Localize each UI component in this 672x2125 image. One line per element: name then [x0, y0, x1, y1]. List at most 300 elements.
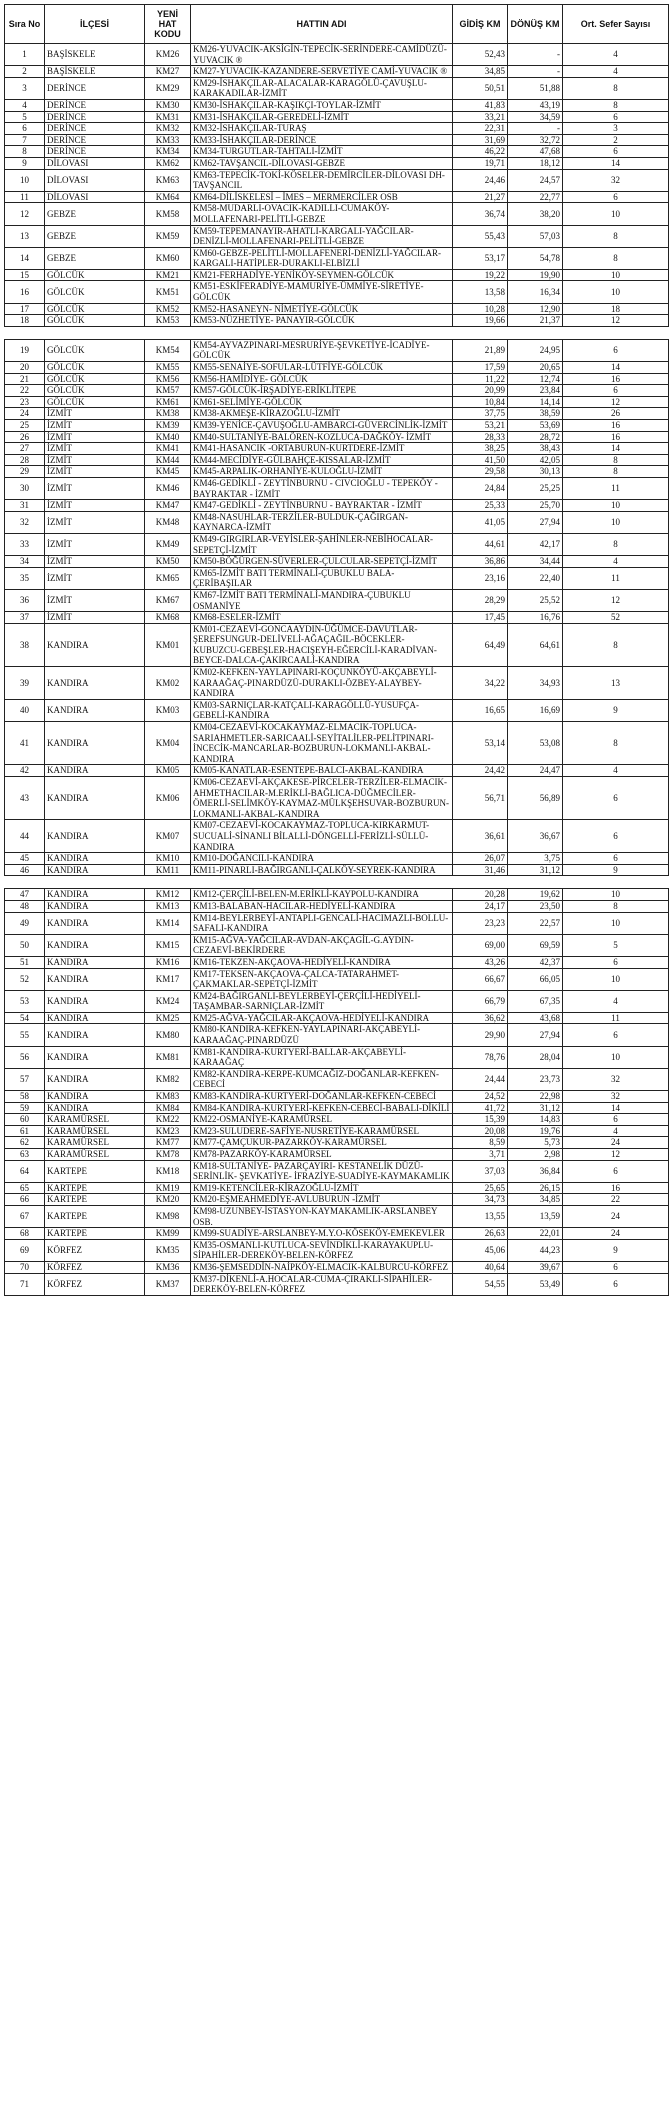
- cell-sefer: 8: [563, 623, 669, 666]
- cell-kod: KM61: [145, 396, 191, 408]
- cell-donus: 14,83: [508, 1114, 563, 1126]
- cell-sefer: 16: [563, 373, 669, 385]
- cell-gidis: 28,33: [453, 431, 508, 443]
- cell-sira: 21: [5, 373, 45, 385]
- cell-sefer: 8: [563, 225, 669, 247]
- cell-donus: 25,52: [508, 589, 563, 611]
- cell-sefer: 11: [563, 567, 669, 589]
- cell-donus: 25,70: [508, 500, 563, 512]
- cell-donus: 24,95: [508, 339, 563, 361]
- cell-ilce: DERİNCE: [45, 77, 145, 99]
- cell-sefer: 22: [563, 1194, 669, 1206]
- cell-ilce: KARAMÜRSEL: [45, 1137, 145, 1149]
- cell-sira: 55: [5, 1024, 45, 1046]
- cell-gidis: 53,14: [453, 722, 508, 765]
- table-row: [5, 225, 669, 247]
- cell-kod: KM56: [145, 373, 191, 385]
- table-row: [5, 1205, 669, 1227]
- table-row: [5, 315, 669, 327]
- cell-adi: KM01-CEZAEVİ-GONCAAYDIN-ÜĞÜMCE-DAVUTLAR-ŞEREFSUNGUR-DELİVELİ-AĞAÇAĞIL-BÖCEKLER-KUBUZCU-GEBEŞLER-HACIŞEYH-EĞERCİLİ-KARADİVAN-BEYCE-DALCA-ÇAKIRCAALİ-KANDIRA: [191, 623, 453, 666]
- cell-gidis: 25,33: [453, 500, 508, 512]
- cell-ilce: KARTEPE: [45, 1194, 145, 1206]
- cell-ilce: KANDIRA: [45, 667, 145, 700]
- cell-ilce: İZMİT: [45, 612, 145, 624]
- cell-adi: KM15-AĞVA-YAĞCILAR-AVDAN-AKÇAGİL-G.AYDIN-CEZAEVİ-BEKİRDERE: [191, 934, 453, 956]
- cell-sefer: 10: [563, 269, 669, 281]
- cell-adi: KM59-TEPEMANAYIR-AHATLI-KARGALI-YAĞCILAR-DENİZLİ-MOLLAFENARI-PELİTLİ-GEBZE: [191, 225, 453, 247]
- cell-kod: KM47: [145, 500, 191, 512]
- cell-donus: 19,76: [508, 1125, 563, 1137]
- cell-ilce: İZMİT: [45, 454, 145, 466]
- table-row: [5, 443, 669, 455]
- table-row: [5, 1137, 669, 1149]
- cell-gidis: 41,05: [453, 511, 508, 533]
- cell-sira: 63: [5, 1149, 45, 1161]
- cell-ilce: GÖLCÜK: [45, 339, 145, 361]
- table-row: [5, 1273, 669, 1295]
- cell-sira: 49: [5, 912, 45, 934]
- cell-adi: KM34-TURGUTLAR-TAHTALI-İZMİT: [191, 146, 453, 158]
- cell-gidis: 19,66: [453, 315, 508, 327]
- cell-sefer: 6: [563, 777, 669, 820]
- cell-sefer: 6: [563, 1114, 669, 1126]
- table-row: [5, 99, 669, 111]
- cell-kod: KM07: [145, 820, 191, 853]
- cell-gidis: 66,67: [453, 968, 508, 990]
- cell-gidis: 33,21: [453, 111, 508, 123]
- cell-sefer: 12: [563, 396, 669, 408]
- table-row: [5, 77, 669, 99]
- cell-donus: 38,20: [508, 203, 563, 225]
- cell-donus: 53,69: [508, 420, 563, 432]
- cell-sefer: 14: [563, 157, 669, 169]
- cell-kod: KM21: [145, 269, 191, 281]
- table-row: [5, 990, 669, 1012]
- table-row: [5, 431, 669, 443]
- cell-donus: 5,73: [508, 1137, 563, 1149]
- table-row: [5, 912, 669, 934]
- cell-kod: KM49: [145, 533, 191, 555]
- cell-ilce: GÖLCÜK: [45, 396, 145, 408]
- cell-gidis: 34,73: [453, 1194, 508, 1206]
- cell-sira: 47: [5, 889, 45, 901]
- cell-sira: 9: [5, 157, 45, 169]
- cell-ilce: GÖLCÜK: [45, 362, 145, 374]
- cell-donus: 64,61: [508, 623, 563, 666]
- cell-kod: KM67: [145, 589, 191, 611]
- cell-gidis: 19,22: [453, 269, 508, 281]
- cell-sira: 50: [5, 934, 45, 956]
- cell-donus: 38,59: [508, 408, 563, 420]
- cell-donus: 14,14: [508, 396, 563, 408]
- cell-adi: KM47-GEDİKLİ - ZEYTİNBURNU - BAYRAKTAR - İZMİT: [191, 500, 453, 512]
- table-row: [5, 556, 669, 568]
- cell-ilce: KANDIRA: [45, 1102, 145, 1114]
- header-gidis: GİDİŞ KM: [453, 5, 508, 44]
- cell-gidis: 24,46: [453, 169, 508, 191]
- cell-adi: KM80-KANDIRA-KEFKEN-YAYLAPINARI-AKÇABEYLİ-KARAAĞAÇ-PINARDÜZÜ: [191, 1024, 453, 1046]
- cell-kod: KM13: [145, 900, 191, 912]
- cell-kod: KM32: [145, 123, 191, 135]
- cell-gidis: 36,62: [453, 1012, 508, 1024]
- cell-ilce: KANDIRA: [45, 1012, 145, 1024]
- table-row: [5, 1102, 669, 1114]
- cell-gidis: 17,45: [453, 612, 508, 624]
- cell-adi: KM30-İSHAKÇILAR-KAŞIKÇI-TOYLAR-İZMİT: [191, 99, 453, 111]
- cell-sefer: 8: [563, 466, 669, 478]
- cell-donus: 56,89: [508, 777, 563, 820]
- cell-donus: 51,88: [508, 77, 563, 99]
- cell-kod: KM35: [145, 1239, 191, 1261]
- cell-gidis: 69,00: [453, 934, 508, 956]
- cell-sira: 46: [5, 864, 45, 876]
- cell-gidis: 54,55: [453, 1273, 508, 1295]
- cell-donus: 25,25: [508, 477, 563, 499]
- cell-ilce: İZMİT: [45, 589, 145, 611]
- cell-kod: KM81: [145, 1046, 191, 1068]
- cell-adi: KM31-İSHAKÇILAR-GEREDELİ-İZMİT: [191, 111, 453, 123]
- cell-kod: KM10: [145, 853, 191, 865]
- cell-donus: 27,94: [508, 1024, 563, 1046]
- cell-ilce: KANDIRA: [45, 765, 145, 777]
- cell-ilce: İZMİT: [45, 500, 145, 512]
- cell-donus: 2,98: [508, 1149, 563, 1161]
- cell-ilce: KARTEPE: [45, 1182, 145, 1194]
- cell-adi: KM55-SENAİYE-SOFULAR-LÜTFİYE-GÖLCÜK: [191, 362, 453, 374]
- cell-adi: KM36-ŞEMSEDDİN-NAİPKÖY-ELMACIK-KALBURCU-KÖRFEZ: [191, 1261, 453, 1273]
- cell-donus: 22,01: [508, 1228, 563, 1240]
- cell-gidis: 25,65: [453, 1182, 508, 1194]
- cell-kod: KM40: [145, 431, 191, 443]
- cell-kod: KM04: [145, 722, 191, 765]
- cell-ilce: GÖLCÜK: [45, 315, 145, 327]
- cell-sefer: 6: [563, 956, 669, 968]
- cell-sefer: 6: [563, 111, 669, 123]
- cell-gidis: 19,71: [453, 157, 508, 169]
- cell-gidis: 24,52: [453, 1091, 508, 1103]
- cell-gidis: 24,84: [453, 477, 508, 499]
- cell-sira: 64: [5, 1160, 45, 1182]
- cell-kod: KM99: [145, 1228, 191, 1240]
- cell-gidis: 24,44: [453, 1068, 508, 1090]
- cell-adi: KM83-KANDIRA-KURTYERİ-DOĞANLAR-KEFKEN-CEBECİ: [191, 1091, 453, 1103]
- cell-ilce: KANDIRA: [45, 968, 145, 990]
- cell-gidis: 34,22: [453, 667, 508, 700]
- cell-adi: KM35-OSMANLI-KUTLUCA-SEVİNDİKLİ-KARAYAKUPLU-SİPAHİLER-DEREKÖY-BELEN-KÖRFEZ: [191, 1239, 453, 1261]
- cell-ilce: İZMİT: [45, 466, 145, 478]
- cell-ilce: GÖLCÜK: [45, 385, 145, 397]
- cell-kod: KM51: [145, 281, 191, 303]
- cell-ilce: GEBZE: [45, 203, 145, 225]
- cell-gidis: 17,59: [453, 362, 508, 374]
- cell-sira: 20: [5, 362, 45, 374]
- cell-adi: KM26-YUVACIK-AKSİGİN-TEPECİK-SERİNDERE-CAMİDÜZÜ-YUVACIK ®: [191, 44, 453, 66]
- cell-adi: KM11-PINARLI-BAĞIRGANLI-ÇALKÖY-SEYREK-KANDIRA: [191, 864, 453, 876]
- cell-sira: 38: [5, 623, 45, 666]
- cell-adi: KM32-İSHAKÇILAR-TURAŞ: [191, 123, 453, 135]
- cell-adi: KM57-GÖLCÜK-İRŞADİYE-ERİKLİTEPE: [191, 385, 453, 397]
- cell-adi: KM67-İZMİT BATI TERMİNALİ-MANDIRA-ÇUBUKLU OSMANİYE: [191, 589, 453, 611]
- cell-sefer: 8: [563, 99, 669, 111]
- cell-kod: KM20: [145, 1194, 191, 1206]
- cell-kod: KM03: [145, 699, 191, 721]
- cell-kod: KM65: [145, 567, 191, 589]
- cell-adi: KM07-CEZAEVİ-KOCAKAYMAZ-TOPLUCA-KIRKARMUT-SUCUALİ-SİNANLI BİLALLİ-DÖNGELLİ-FERİZLİ-SÜLLÜ-KANDIRA: [191, 820, 453, 853]
- cell-adi: KM02-KEFKEN-YAYLAPINARI-KOÇUNKÖYÜ-AKÇABEYLİ-KARAAĞAÇ-PINARDÜZÜ-DURAKLI-ÖZBEY-ALAYBEY-KANDIRA: [191, 667, 453, 700]
- cell-donus: 16,76: [508, 612, 563, 624]
- table-row: [5, 1091, 669, 1103]
- cell-gidis: 36,86: [453, 556, 508, 568]
- cell-kod: KM30: [145, 99, 191, 111]
- table-row: [5, 900, 669, 912]
- cell-sira: 67: [5, 1205, 45, 1227]
- cell-ilce: KANDIRA: [45, 912, 145, 934]
- cell-sefer: 24: [563, 1137, 669, 1149]
- table-row: [5, 777, 669, 820]
- cell-adi: KM98-UZUNBEY-İSTASYON-KAYMAKAMLIK-ARSLANBEY OSB.: [191, 1205, 453, 1227]
- cell-adi: KM05-KANATLAR-ESENTEPE-BALCI-AKBAL-KANDIRA: [191, 765, 453, 777]
- cell-sira: 60: [5, 1114, 45, 1126]
- cell-adi: KM10-DOĞANCILI-KANDIRA: [191, 853, 453, 865]
- cell-adi: KM13-BALABAN-HACILAR-HEDİYELİ-KANDIRA: [191, 900, 453, 912]
- cell-sira: 8: [5, 146, 45, 158]
- cell-ilce: DERİNCE: [45, 146, 145, 158]
- cell-sefer: 11: [563, 477, 669, 499]
- cell-kod: KM58: [145, 203, 191, 225]
- cell-donus: 22,57: [508, 912, 563, 934]
- cell-ilce: DERİNCE: [45, 99, 145, 111]
- cell-donus: 34,59: [508, 111, 563, 123]
- cell-ilce: İZMİT: [45, 556, 145, 568]
- cell-gidis: 15,39: [453, 1114, 508, 1126]
- cell-gidis: 64,49: [453, 623, 508, 666]
- cell-gidis: 31,69: [453, 134, 508, 146]
- cell-kod: KM45: [145, 466, 191, 478]
- cell-adi: KM58-MUDARLI-OVACIK-KADILLI-CUMAKÖY-MOLLAFENARI-PELİTLİ-GEBZE: [191, 203, 453, 225]
- table-row: [5, 203, 669, 225]
- cell-sefer: 8: [563, 454, 669, 466]
- cell-donus: 24,57: [508, 169, 563, 191]
- cell-sira: 22: [5, 385, 45, 397]
- cell-ilce: KANDIRA: [45, 889, 145, 901]
- cell-donus: 18,12: [508, 157, 563, 169]
- table-row: [5, 968, 669, 990]
- cell-adi: KM62-TAVŞANCIL-DİLOVASI-GEBZE: [191, 157, 453, 169]
- table-row: [5, 385, 669, 397]
- cell-adi: KM82-KANDIRA-KERPE-KUMCAĞIZ-DOĞANLAR-KEFKEN-CEBECİ: [191, 1068, 453, 1090]
- cell-donus: 38,43: [508, 443, 563, 455]
- cell-ilce: İZMİT: [45, 511, 145, 533]
- cell-kod: KM38: [145, 408, 191, 420]
- cell-donus: -: [508, 44, 563, 66]
- cell-ilce: KANDIRA: [45, 1046, 145, 1068]
- cell-sefer: 8: [563, 247, 669, 269]
- cell-adi: KM16-TEKZEN-AKÇAOVA-HEDİYELİ-KANDIRA: [191, 956, 453, 968]
- cell-gidis: 43,26: [453, 956, 508, 968]
- cell-adi: KM81-KANDIRA-KURTYERİ-BALLAR-AKÇABEYLİ-KARAAĞAÇ: [191, 1046, 453, 1068]
- cell-donus: 19,90: [508, 269, 563, 281]
- cell-sira: 68: [5, 1228, 45, 1240]
- cell-kod: KM80: [145, 1024, 191, 1046]
- cell-adi: KM46-GEDİKLİ - ZEYTİNBURNU - CIVCIOĞLU - TEPEKÖY - BAYRAKTAR - İZMİT: [191, 477, 453, 499]
- cell-gidis: 53,21: [453, 420, 508, 432]
- cell-ilce: KARTEPE: [45, 1160, 145, 1182]
- cell-ilce: KARAMÜRSEL: [45, 1149, 145, 1161]
- cell-donus: 34,85: [508, 1194, 563, 1206]
- cell-adi: KM24-BAĞIRGANLI-BEYLERBEYİ-ÇERÇİLİ-HEDİYELİ-TAŞAMBAR-SARNIÇLAR-İZMİT: [191, 990, 453, 1012]
- cell-kod: KM26: [145, 44, 191, 66]
- cell-ilce: İZMİT: [45, 477, 145, 499]
- cell-gidis: 16,65: [453, 699, 508, 721]
- cell-ilce: DERİNCE: [45, 111, 145, 123]
- cell-ilce: KÖRFEZ: [45, 1239, 145, 1261]
- cell-gidis: 13,58: [453, 281, 508, 303]
- cell-gidis: 52,43: [453, 44, 508, 66]
- cell-sefer: 32: [563, 1068, 669, 1090]
- cell-sefer: 12: [563, 315, 669, 327]
- table-row: [5, 567, 669, 589]
- cell-sira: 5: [5, 111, 45, 123]
- cell-sira: 44: [5, 820, 45, 853]
- cell-adi: KM03-SARNIÇLAR-KATÇALI-KARAGÖLLÜ-YUSUFÇA-GEBELİ-KANDIRA: [191, 699, 453, 721]
- cell-donus: 53,08: [508, 722, 563, 765]
- cell-kod: KM46: [145, 477, 191, 499]
- cell-kod: KM23: [145, 1125, 191, 1137]
- cell-adi: KM51-ESKİFERADİYE-MAMURİYE-ÜMMİYE-SİRETİYE-GÖLCÜK: [191, 281, 453, 303]
- cell-sefer: 6: [563, 191, 669, 203]
- cell-sefer: 9: [563, 864, 669, 876]
- cell-gidis: 22,31: [453, 123, 508, 135]
- cell-gidis: 20,28: [453, 889, 508, 901]
- cell-ilce: GÖLCÜK: [45, 269, 145, 281]
- cell-ilce: GÖLCÜK: [45, 281, 145, 303]
- cell-sira: 32: [5, 511, 45, 533]
- cell-sira: 30: [5, 477, 45, 499]
- cell-adi: KM45-ARPALIK-ORHANİYE-KULOĞLU-İZMİT: [191, 466, 453, 478]
- cell-sefer: 26: [563, 408, 669, 420]
- cell-ilce: KARTEPE: [45, 1228, 145, 1240]
- cell-sefer: 4: [563, 1125, 669, 1137]
- cell-ilce: KANDIRA: [45, 956, 145, 968]
- cell-sefer: 9: [563, 699, 669, 721]
- cell-sira: 14: [5, 247, 45, 269]
- cell-sefer: 8: [563, 77, 669, 99]
- cell-gidis: 53,17: [453, 247, 508, 269]
- cell-adi: KM44-MECİDİYE-GÜLBAHÇE-KISSALAR-İZMİT: [191, 454, 453, 466]
- cell-donus: 34,44: [508, 556, 563, 568]
- cell-gidis: 46,22: [453, 146, 508, 158]
- table-row: [5, 1228, 669, 1240]
- cell-sefer: 14: [563, 1102, 669, 1114]
- table-row: [5, 269, 669, 281]
- cell-donus: 43,19: [508, 99, 563, 111]
- cell-adi: KM25-AĞVA-YAĞCILAR-AKÇAOVA-HEDİYELİ-KANDIRA: [191, 1012, 453, 1024]
- route-table: [4, 339, 669, 877]
- cell-sira: 31: [5, 500, 45, 512]
- cell-gidis: 20,99: [453, 385, 508, 397]
- route-table-page: [4, 4, 668, 1308]
- cell-sefer: 14: [563, 362, 669, 374]
- cell-sefer: 10: [563, 511, 669, 533]
- table-row: [5, 1149, 669, 1161]
- cell-ilce: KARAMÜRSEL: [45, 1125, 145, 1137]
- table-row: [5, 123, 669, 135]
- cell-kod: KM25: [145, 1012, 191, 1024]
- cell-sira: 59: [5, 1102, 45, 1114]
- header-adi: HATTIN ADI: [191, 5, 453, 44]
- cell-donus: 22,40: [508, 567, 563, 589]
- cell-sefer: 11: [563, 1012, 669, 1024]
- cell-gidis: 78,76: [453, 1046, 508, 1068]
- cell-sira: 4: [5, 99, 45, 111]
- cell-sira: 27: [5, 443, 45, 455]
- table-row: [5, 623, 669, 666]
- cell-donus: 31,12: [508, 864, 563, 876]
- cell-sefer: 4: [563, 44, 669, 66]
- table-row: [5, 169, 669, 191]
- cell-kod: KM22: [145, 1114, 191, 1126]
- table-segment-2: [4, 339, 668, 877]
- table-segment-1: [4, 4, 668, 327]
- table-row: [5, 589, 669, 611]
- cell-gidis: 66,79: [453, 990, 508, 1012]
- cell-donus: 42,05: [508, 454, 563, 466]
- cell-adi: KM38-AKMEŞE-KİRAZOĞLU-İZMİT: [191, 408, 453, 420]
- cell-adi: KM06-CEZAEVİ-AKÇAKESE-PİRCELER-TERZİLER-ELMACIK-AHMETHACILAR-M.ERİKLİ-BAĞLICA-DÜĞMECİLER-ÖMERLİ-SELİMKÖY-KAYMAZ-MÜLKŞEHSUVAR-BOZBURUN-LOKMANLI-AKBAL-KANDIRA: [191, 777, 453, 820]
- cell-kod: KM18: [145, 1160, 191, 1182]
- cell-ilce: KANDIRA: [45, 699, 145, 721]
- cell-kod: KM33: [145, 134, 191, 146]
- cell-kod: KM63: [145, 169, 191, 191]
- table-row: [5, 134, 669, 146]
- table-row: [5, 864, 669, 876]
- table-row: [5, 146, 669, 158]
- header-sefer: Ort. Sefer Sayısı: [563, 5, 669, 44]
- cell-ilce: DERİNCE: [45, 134, 145, 146]
- cell-sira: 43: [5, 777, 45, 820]
- cell-sira: 15: [5, 269, 45, 281]
- cell-kod: KM36: [145, 1261, 191, 1273]
- cell-sira: 69: [5, 1239, 45, 1261]
- cell-ilce: İZMİT: [45, 533, 145, 555]
- cell-sefer: 10: [563, 889, 669, 901]
- cell-kod: KM64: [145, 191, 191, 203]
- cell-gidis: 31,46: [453, 864, 508, 876]
- cell-ilce: İZMİT: [45, 431, 145, 443]
- cell-adi: KM21-FERHADİYE-YENİKÖY-SEYMEN-GÖLCÜK: [191, 269, 453, 281]
- cell-sefer: 5: [563, 934, 669, 956]
- cell-ilce: GEBZE: [45, 247, 145, 269]
- cell-sira: 51: [5, 956, 45, 968]
- cell-ilce: DERİNCE: [45, 123, 145, 135]
- cell-gidis: 36,61: [453, 820, 508, 853]
- cell-sira: 62: [5, 1137, 45, 1149]
- cell-donus: 23,84: [508, 385, 563, 397]
- cell-sira: 70: [5, 1261, 45, 1273]
- cell-ilce: KANDIRA: [45, 990, 145, 1012]
- cell-donus: 53,49: [508, 1273, 563, 1295]
- cell-kod: KM27: [145, 66, 191, 78]
- cell-kod: KM15: [145, 934, 191, 956]
- cell-sefer: 6: [563, 1024, 669, 1046]
- cell-kod: KM02: [145, 667, 191, 700]
- cell-donus: -: [508, 123, 563, 135]
- cell-ilce: KÖRFEZ: [45, 1273, 145, 1295]
- cell-sira: 34: [5, 556, 45, 568]
- cell-kod: KM50: [145, 556, 191, 568]
- cell-adi: KM78-PAZARKÖY-KARAMÜRSEL: [191, 1149, 453, 1161]
- cell-ilce: İZMİT: [45, 443, 145, 455]
